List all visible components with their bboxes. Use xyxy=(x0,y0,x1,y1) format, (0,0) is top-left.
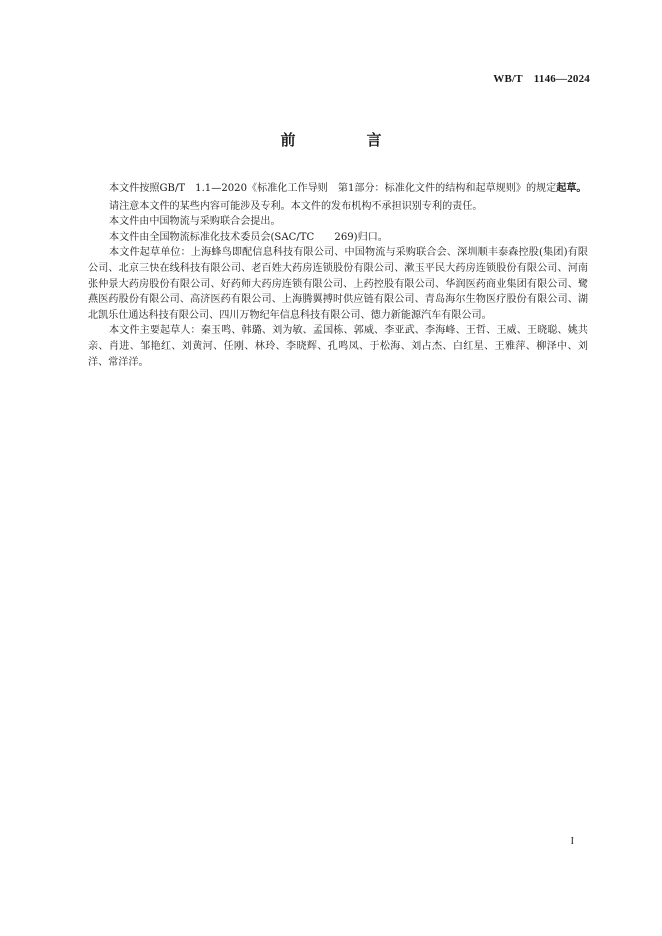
paragraph-drafting-rules-bold: 起草。 xyxy=(556,183,587,194)
paragraph-proposer: 本文件由中国物流与采购联合会提出。 xyxy=(109,216,281,228)
paragraph-drafting-units: 本文件起草单位：上海蜂鸟即配信息科技有限公司、中国物流与采购联合会、深圳顺丰泰森控股(集团)有限公司、北京三快在线科技有限公司、老百姓大药房连锁股份有限公司、漱玉平民大药房连锁股份有限公司、河南张仲景大药房股份有限公司、好药师大药房连锁有限公司、上药控股有限公司、华润医药商业集团有限公司、鹭燕医药股份有限公司、高济医药有限公司、上海腾翼搏时供应链有限公司、青岛海尔生物医疗股份有限公司、湖北凯乐仕通达科技有限公司、四川万物纪年信息科技有限公司、德力新能源汽车有限公司。 xyxy=(88,247,588,321)
foreword-body xyxy=(88,181,588,370)
paragraph-drafting-rules-text: 本文件按照GB/T 1.1—2020《标准化工作导则 第1部分：标准化文件的结构和起草规则》的规定 xyxy=(109,183,557,194)
paragraph-drafting-rules xyxy=(88,181,588,197)
page-number: I xyxy=(570,836,574,847)
page-title: 前 言 xyxy=(280,131,410,149)
paragraph-patent-notice: 请注意本文件的某些内容可能涉及专利。本文件的发布机构不承担识别专利的责任。 xyxy=(109,200,483,212)
paragraph-drafters: 本文件主要起草人：秦玉鸣、韩璐、刘为敏、孟国栋、郭威、李亚武、李海峰、王哲、王威、王晓聪、姚共亲、肖进、邹艳红、刘黄河、任刚、林玲、李晓辉、孔鸣凤、于松海、刘占杰、白红星、王雅萍、柳泽中、刘洋、常洋洋。 xyxy=(88,325,588,368)
standard-code: WB/T 1146—2024 xyxy=(493,73,590,85)
paragraph-committee: 本文件由全国物流标准化技术委员会(SAC/TC 269)归口。 xyxy=(109,231,388,243)
